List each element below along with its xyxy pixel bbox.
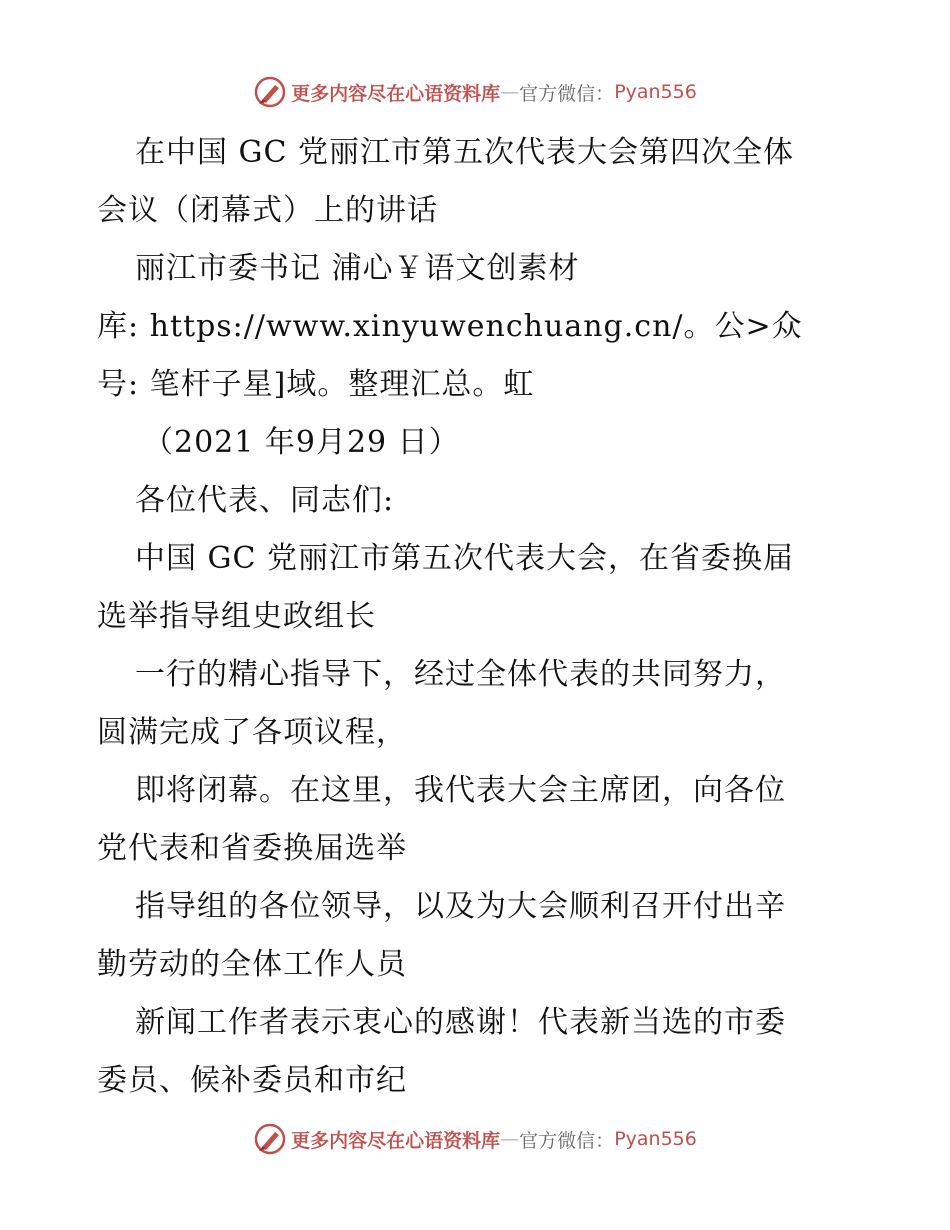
text-line: 即将闭幕。在这里，我代表大会主席团，向各位 — [135, 773, 786, 808]
text-line: 中国 GC 党丽江市第五次代表大会，在省委换届 — [135, 541, 794, 576]
text-line: 号: 笔杆子星]域。整理汇总。虹 — [97, 367, 535, 402]
text-line: 新闻工作者表示衷心的感谢！代表新当选的市委 — [135, 1005, 786, 1040]
text-line: 会议（闭幕式）上的讲话 — [97, 193, 438, 228]
text-line: 丽江市委书记 浦心￥语文创素材 — [135, 251, 580, 286]
header-watermark-banner — [0, 72, 950, 112]
banner-dash: — — [500, 81, 520, 103]
text-line: 党代表和省委换届选举 — [97, 831, 407, 866]
banner-wechat-id: Pyan556 — [614, 1128, 697, 1150]
banner-main-text: 更多内容尽在心语资料库 — [291, 82, 501, 105]
banner-sub-text: 官方微信： — [519, 82, 615, 105]
banner-dash: — — [500, 1128, 520, 1150]
text-line: 一行的精心指导下，经过全体代表的共同努力， — [135, 657, 786, 692]
footer-watermark-banner — [0, 1119, 950, 1159]
text-line: （2021 年9月29 日） — [143, 425, 460, 460]
pen-logo-icon — [253, 1122, 287, 1156]
text-line: 选举指导组史政组长 — [97, 599, 376, 634]
document-body — [97, 124, 857, 1110]
banner-wechat-id: Pyan556 — [614, 81, 697, 103]
text-line: 勤劳动的全体工作人员 — [97, 947, 407, 982]
text-line: 指导组的各位领导，以及为大会顺利召开付出辛 — [135, 889, 786, 924]
text-line: 圆满完成了各项议程， — [97, 715, 407, 750]
banner-sub-text: 官方微信： — [519, 1129, 615, 1152]
text-line: 在中国 GC 党丽江市第五次代表大会第四次全体 — [135, 135, 794, 170]
text-line: 各位代表、同志们: — [135, 483, 395, 518]
text-line: 委员、候补委员和市纪 — [97, 1063, 407, 1098]
pen-logo-icon — [253, 75, 287, 109]
text-line: 库: https://www.xinyuwenchuang.cn/。公>众 — [97, 309, 803, 344]
banner-main-text: 更多内容尽在心语资料库 — [291, 1129, 501, 1152]
